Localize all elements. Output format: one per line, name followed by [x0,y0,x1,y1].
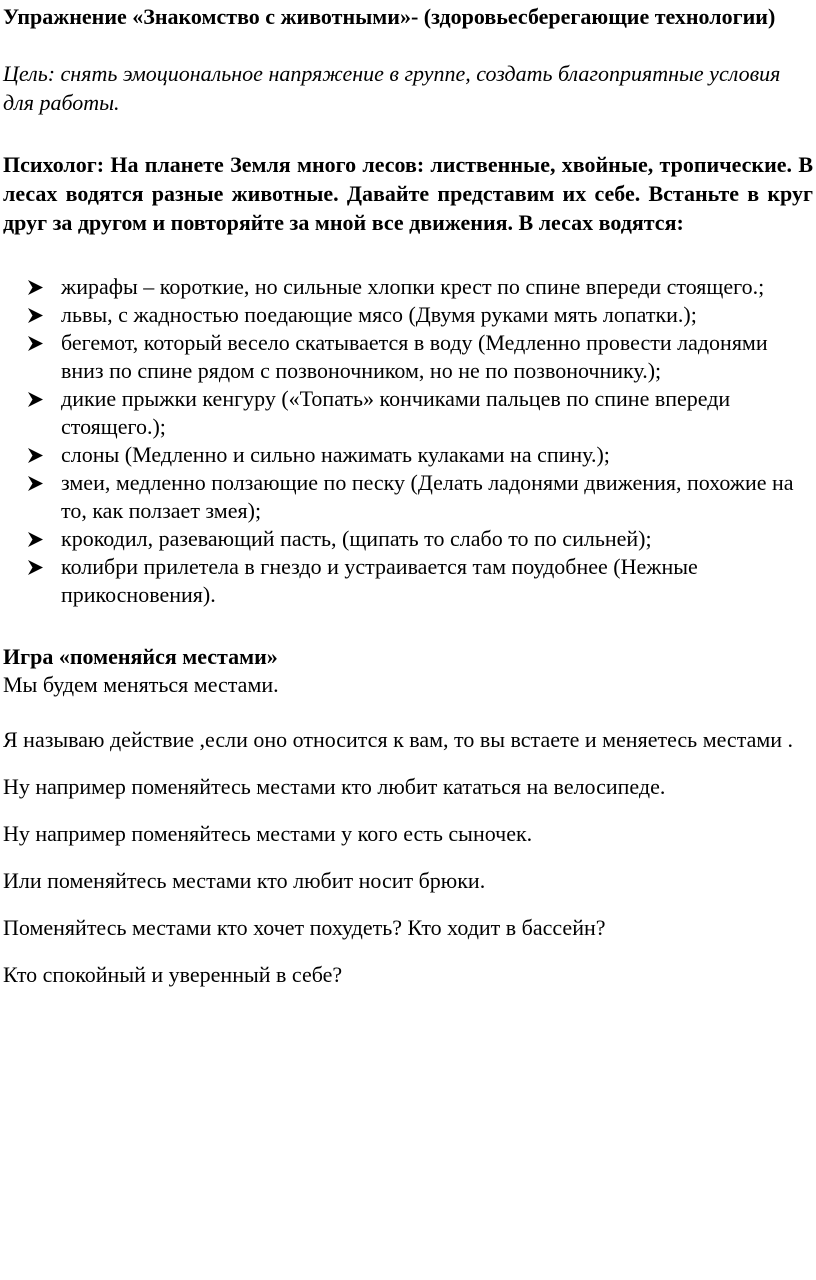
exercise-title: Упражнение «Знакомство с животными»- (здоровьесберегающие технологии) [3,4,776,29]
game-paragraph: Или поменяйтесь местами кто любит носит брюки. [3,868,486,893]
game-paragraph: Кто спокойный и уверенный в себе? [3,962,343,987]
arrowhead-bullet-icon [27,329,47,357]
arrowhead-bullet-icon [27,469,47,497]
list-item [3,329,813,385]
exercise-goal: Цель: снять эмоциональное напряжение в группе, создать благоприятные условия для работы. [3,61,781,115]
list-item-text: львы, с жадностью поедающие мясо (Двумя руками мять лопатки.); [61,302,697,327]
list-item [3,273,813,301]
game-paragraph: Я называю действие ,если оно относится к вам, то вы встаете и меняетесь местами . [3,727,794,752]
arrowhead-bullet-icon [27,273,47,301]
arrowhead-bullet-icon [27,301,47,329]
list-item-text: бегемот, который весело скатывается в воду (Медленно провести ладонями вниз по спине рядом с позвоночником, но не по позвоночнику.); [61,330,768,383]
arrowhead-bullet-icon [27,385,47,413]
list-item [3,301,813,329]
game-paragraph: Ну например поменяйтесь местами кто любит кататься на велосипеде. [3,774,666,799]
game-title: Игра «поменяйся местами» [3,644,278,669]
arrowhead-bullet-icon [27,441,47,469]
animal-movements-list [3,273,813,609]
list-item [3,385,813,441]
list-item-text: слоны (Медленно и сильно нажимать кулаками на спину.); [61,442,610,467]
list-item [3,525,813,553]
list-item-text: колибри прилетела в гнездо и устраивается там поудобнее (Нежные прикосновения). [61,554,698,607]
list-item-text: жирафы – короткие, но сильные хлопки крест по спине впереди стоящего.; [61,274,765,299]
list-item-text: дикие прыжки кенгуру («Топать» кончиками пальцев по спине впереди стоящего.); [61,386,731,439]
list-item [3,469,813,525]
arrowhead-bullet-icon [27,553,47,581]
game-paragraph: Поменяйтесь местами кто хочет похудеть? Кто ходит в бассейн? [3,915,606,940]
list-item [3,441,813,469]
game-subtitle: Мы будем меняться местами. [3,672,279,697]
list-item-text: крокодил, разевающий пасть, (щипать то слабо то по сильней); [61,526,652,551]
psychologist-intro: Психолог: На планете Земля много лесов: лиственные, хвойные, тропические. В лесах водятся разные животные. Давайте представим их себе. Встаньте в круг друг за другом и повторяйте за мной все движения. В лесах водятся: [3,152,813,235]
arrowhead-bullet-icon [27,525,47,553]
list-item [3,553,813,609]
game-paragraph: Ну например поменяйтесь местами у кого есть сыночек. [3,821,533,846]
list-item-text: змеи, медленно ползающие по песку (Делать ладонями движения, похожие на то, как ползает змея); [61,470,794,523]
